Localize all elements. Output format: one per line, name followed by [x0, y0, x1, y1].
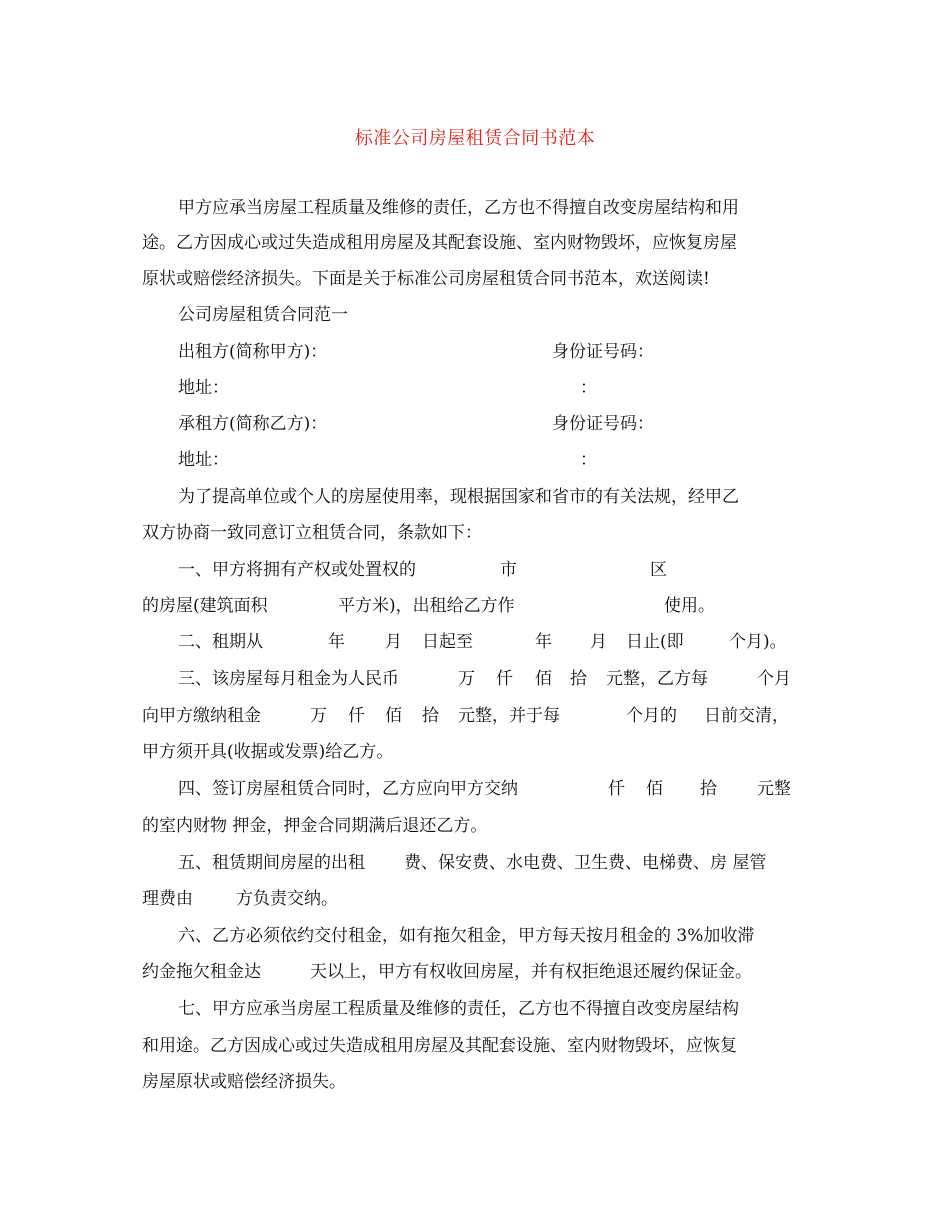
clause7-line-3: 房屋原状或赔偿经济损失。 [142, 1072, 346, 1092]
clause7-line-2: 和用途。乙方因成心或过失造成租用房屋及其配套设施、室内财物毁坏，应恢复 [142, 1036, 737, 1056]
intro-line-3: 原状或赔偿经济损失。下面是关于标准公司房屋租赁合同书范本，欢送阅读! [142, 269, 710, 289]
clause3-text-k: 佰 [385, 706, 402, 726]
address-a-label: 地址： [178, 378, 229, 398]
clause3-text-i: 万 [310, 706, 327, 726]
clause1-text-c: 区 [650, 560, 667, 580]
clause6-text-a: 约金拖欠租金达 [142, 962, 261, 982]
party-b-label: 承租方(简称乙方)： [178, 414, 328, 434]
clause3-text-p: 甲方须开具(收据或发票)给乙方。 [142, 742, 394, 762]
clause4-text-b: 仟 [608, 779, 625, 799]
clause6-line-1: 六、乙方必须依约交付租金，如有拖欠租金，甲方每天按月租金的 3%加收滞 [178, 926, 755, 946]
clause4-text-f: 的室内财物 押金，押金合同期满后退还乙方。 [142, 816, 488, 836]
clause3-text-a: 三、该房屋每月租金为人民币 [178, 669, 399, 689]
party-a-id-label: 身份证号码： [552, 342, 654, 362]
clause3-text-g: 个月 [757, 669, 791, 689]
intro-line-1: 甲方应承当房屋工程质量及维修的责任，乙方也不得擅自改变房屋结构和用 [178, 198, 739, 218]
intro-line-2: 途。乙方因成心或过失造成租用房屋及其配套设施、室内财物毁坏，应恢复房屋 [142, 233, 737, 253]
clause3-text-e: 拾 [570, 669, 587, 689]
clause1-text-b: 市 [500, 560, 517, 580]
clause1-text-d: 的房屋(建筑面积 [142, 596, 268, 616]
clause3-text-l: 拾 [422, 706, 439, 726]
clause6-text-b: 天以上，甲方有权收回房屋，并有权拒绝退还履约保证金。 [310, 962, 752, 982]
clause4-text-c: 佰 [646, 779, 663, 799]
clause5-text-c: 理费由 [142, 889, 193, 909]
clause1-text-a: 一、甲方将拥有产权或处置权的 [178, 560, 416, 580]
preamble-line-2: 双方协商一致同意订立租赁合同，条款如下： [142, 523, 482, 543]
clause3-text-j: 仟 [348, 706, 365, 726]
clause2-text-e: 年 [535, 632, 552, 652]
address-a-colon: ： [580, 378, 597, 398]
address-b-colon: ： [580, 450, 597, 470]
clause2-text-f: 月 [590, 632, 607, 652]
clause4-text-d: 拾 [700, 779, 717, 799]
clause3-text-d: 佰 [535, 669, 552, 689]
section-heading: 公司房屋租赁合同范一 [178, 305, 348, 325]
clause2-text-b: 年 [328, 632, 345, 652]
clause1-text-e: 平方米)，出租给乙方作 [338, 596, 515, 616]
preamble-line-1: 为了提高单位或个人的房屋使用率，现根据国家和省市的有关法规，经甲乙 [178, 487, 739, 507]
clause2-text-g: 日止(即 [626, 632, 684, 652]
clause5-text-b: 费、保安费、水电费、卫生费、电梯费、房 屋管 [404, 853, 767, 873]
clause5-text-d: 方负责交纳。 [236, 889, 338, 909]
clause3-text-f: 元整，乙方每 [606, 669, 708, 689]
clause2-text-a: 二、租期从 [178, 632, 263, 652]
party-a-label: 出租方(简称甲方)： [178, 342, 328, 362]
address-b-label: 地址： [178, 450, 229, 470]
clause1-text-f: 使用。 [664, 596, 715, 616]
clause5-text-a: 五、租赁期间房屋的出租 [178, 853, 365, 873]
clause3-text-n: 个月的 [626, 706, 677, 726]
clause2-text-h: 个月)。 [729, 632, 787, 652]
clause4-text-e: 元整 [757, 779, 791, 799]
clause3-text-c: 仟 [496, 669, 513, 689]
clause7-line-1: 七、甲方应承当房屋工程质量及维修的责任，乙方也不得擅自改变房屋结构 [178, 999, 739, 1019]
clause3-text-m: 元整，并于每 [458, 706, 560, 726]
clause2-text-c: 月 [385, 632, 402, 652]
clause3-text-h: 向甲方缴纳租金 [142, 706, 261, 726]
party-b-id-label: 身份证号码： [552, 414, 654, 434]
document-title: 标准公司房屋租赁合同书范本 [354, 128, 596, 149]
clause2-text-d: 日起至 [422, 632, 473, 652]
clause3-text-b: 万 [458, 669, 475, 689]
clause4-text-a: 四、签订房屋租赁合同时，乙方应向甲方交纳 [178, 779, 518, 799]
clause3-text-o: 日前交清， [704, 706, 789, 726]
